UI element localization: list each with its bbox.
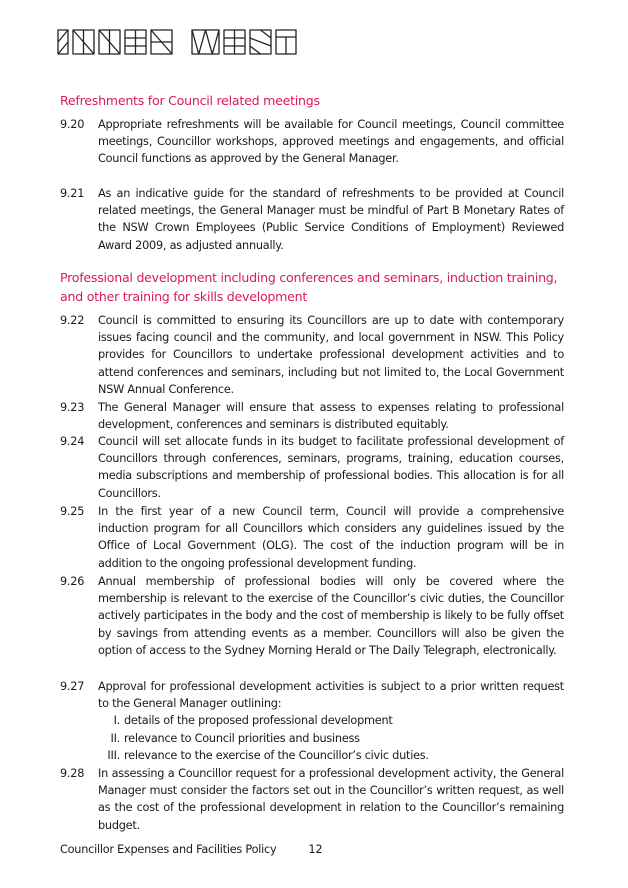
inner-west-logo <box>57 24 297 64</box>
clause-9-25 <box>60 503 564 572</box>
sub-item <box>98 712 564 729</box>
clause-number: 9.23 <box>60 401 85 414</box>
clause-number: 9.24 <box>60 435 85 448</box>
clause-number: 9.28 <box>60 767 85 780</box>
sub-item <box>98 747 564 764</box>
footer-page-number: 12 <box>308 843 323 856</box>
clause-number: 9.26 <box>60 575 85 588</box>
inner-west-logo-icon <box>57 24 297 60</box>
clause-text: The General Manager will ensure that assess to expenses relating to professional development, conferences and seminars is distributed equitably. <box>98 401 564 432</box>
clause-9-27 <box>60 678 564 764</box>
sub-item <box>98 730 564 747</box>
clause-9-20 <box>60 116 564 168</box>
footer-doc-title: Councillor Expenses and Facilities Policy <box>60 843 277 856</box>
clause-9-21 <box>60 185 564 254</box>
clause-text: In assessing a Councillor request for a professional development activity, the General Manager must consider the factors set out in the Councillor’s written request, as well as the cost of the professional development in relation to the Councillor’s remaining budget. <box>98 767 564 832</box>
sub-item-number: I. <box>113 714 120 728</box>
clause-text: Approval for professional development activities is subject to a prior written request to the General Manager outlining: <box>98 680 564 711</box>
clause-text: Council will set allocate funds in its budget to facilitate professional development of Councillors through conferences, seminars, programs, training, education courses, media subscriptions and membership of professional bodies. This allocation is for all Councillors. <box>98 435 564 500</box>
clause-9-28 <box>60 765 564 834</box>
section-heading-refreshments: Refreshments for Council related meetings <box>60 93 320 108</box>
sub-item-number: II. <box>110 731 120 745</box>
clause-number: 9.21 <box>60 187 85 200</box>
clause-number: 9.22 <box>60 314 85 327</box>
sub-item-text: relevance to the exercise of the Councillor’s civic duties. <box>124 748 429 762</box>
clause-number: 9.20 <box>60 118 85 131</box>
clause-9-22 <box>60 312 564 398</box>
clause-text: Council is committed to ensuring its Councillors are up to date with contemporary issues facing council and the community, and local government in NSW. This Policy provides for Councillors to undertake professional development activities and to attend conferences and seminars, including but not limited to, the Local Government NSW Annual Conference. <box>98 314 564 396</box>
sub-item-text: relevance to Council priorities and business <box>124 731 360 745</box>
section-heading-professional-development: Professional development including conferences and seminars, induction training, and other training for skills development <box>60 270 558 304</box>
clause-number: 9.25 <box>60 505 85 518</box>
clause-number: 9.27 <box>60 680 85 693</box>
page-footer <box>60 843 322 857</box>
clause-text: Appropriate refreshments will be available for Council meetings, Council committee meetings, Councillor workshops, approved meetings and engagements, and official Council functions as approved by the General Manager. <box>98 118 564 166</box>
sub-item-number: III. <box>107 748 120 762</box>
clause-text: Annual membership of professional bodies will only be covered where the membership is relevant to the exercise of the Councillor’s civic duties, the Councillor actively participates in the body and the cost of membership is likely to be fully offset by savings from attending events as a member. Councillors will also be given the option of access to the Sydney Morning Herald or The Daily Telegraph, electronically. <box>98 575 564 657</box>
sub-item-text: details of the proposed professional development <box>124 714 393 728</box>
clause-9-26 <box>60 573 564 659</box>
clause-text: In the first year of a new Council term, Council will provide a comprehensive induction program for all Councillors which considers any guidelines issued by the Office of Local Government (OLG). The cost of the induction program will be in addition to the ongoing professional development funding. <box>98 505 564 570</box>
clause-9-23 <box>60 399 564 433</box>
clause-text: As an indicative guide for the standard of refreshments to be provided at Council related meetings, the General Manager must be mindful of Part B Monetary Rates of the NSW Crown Employees (Public Service Conditions of Employment) Reviewed Award 2009, as adjusted annually. <box>98 187 564 252</box>
clause-9-24 <box>60 433 564 502</box>
